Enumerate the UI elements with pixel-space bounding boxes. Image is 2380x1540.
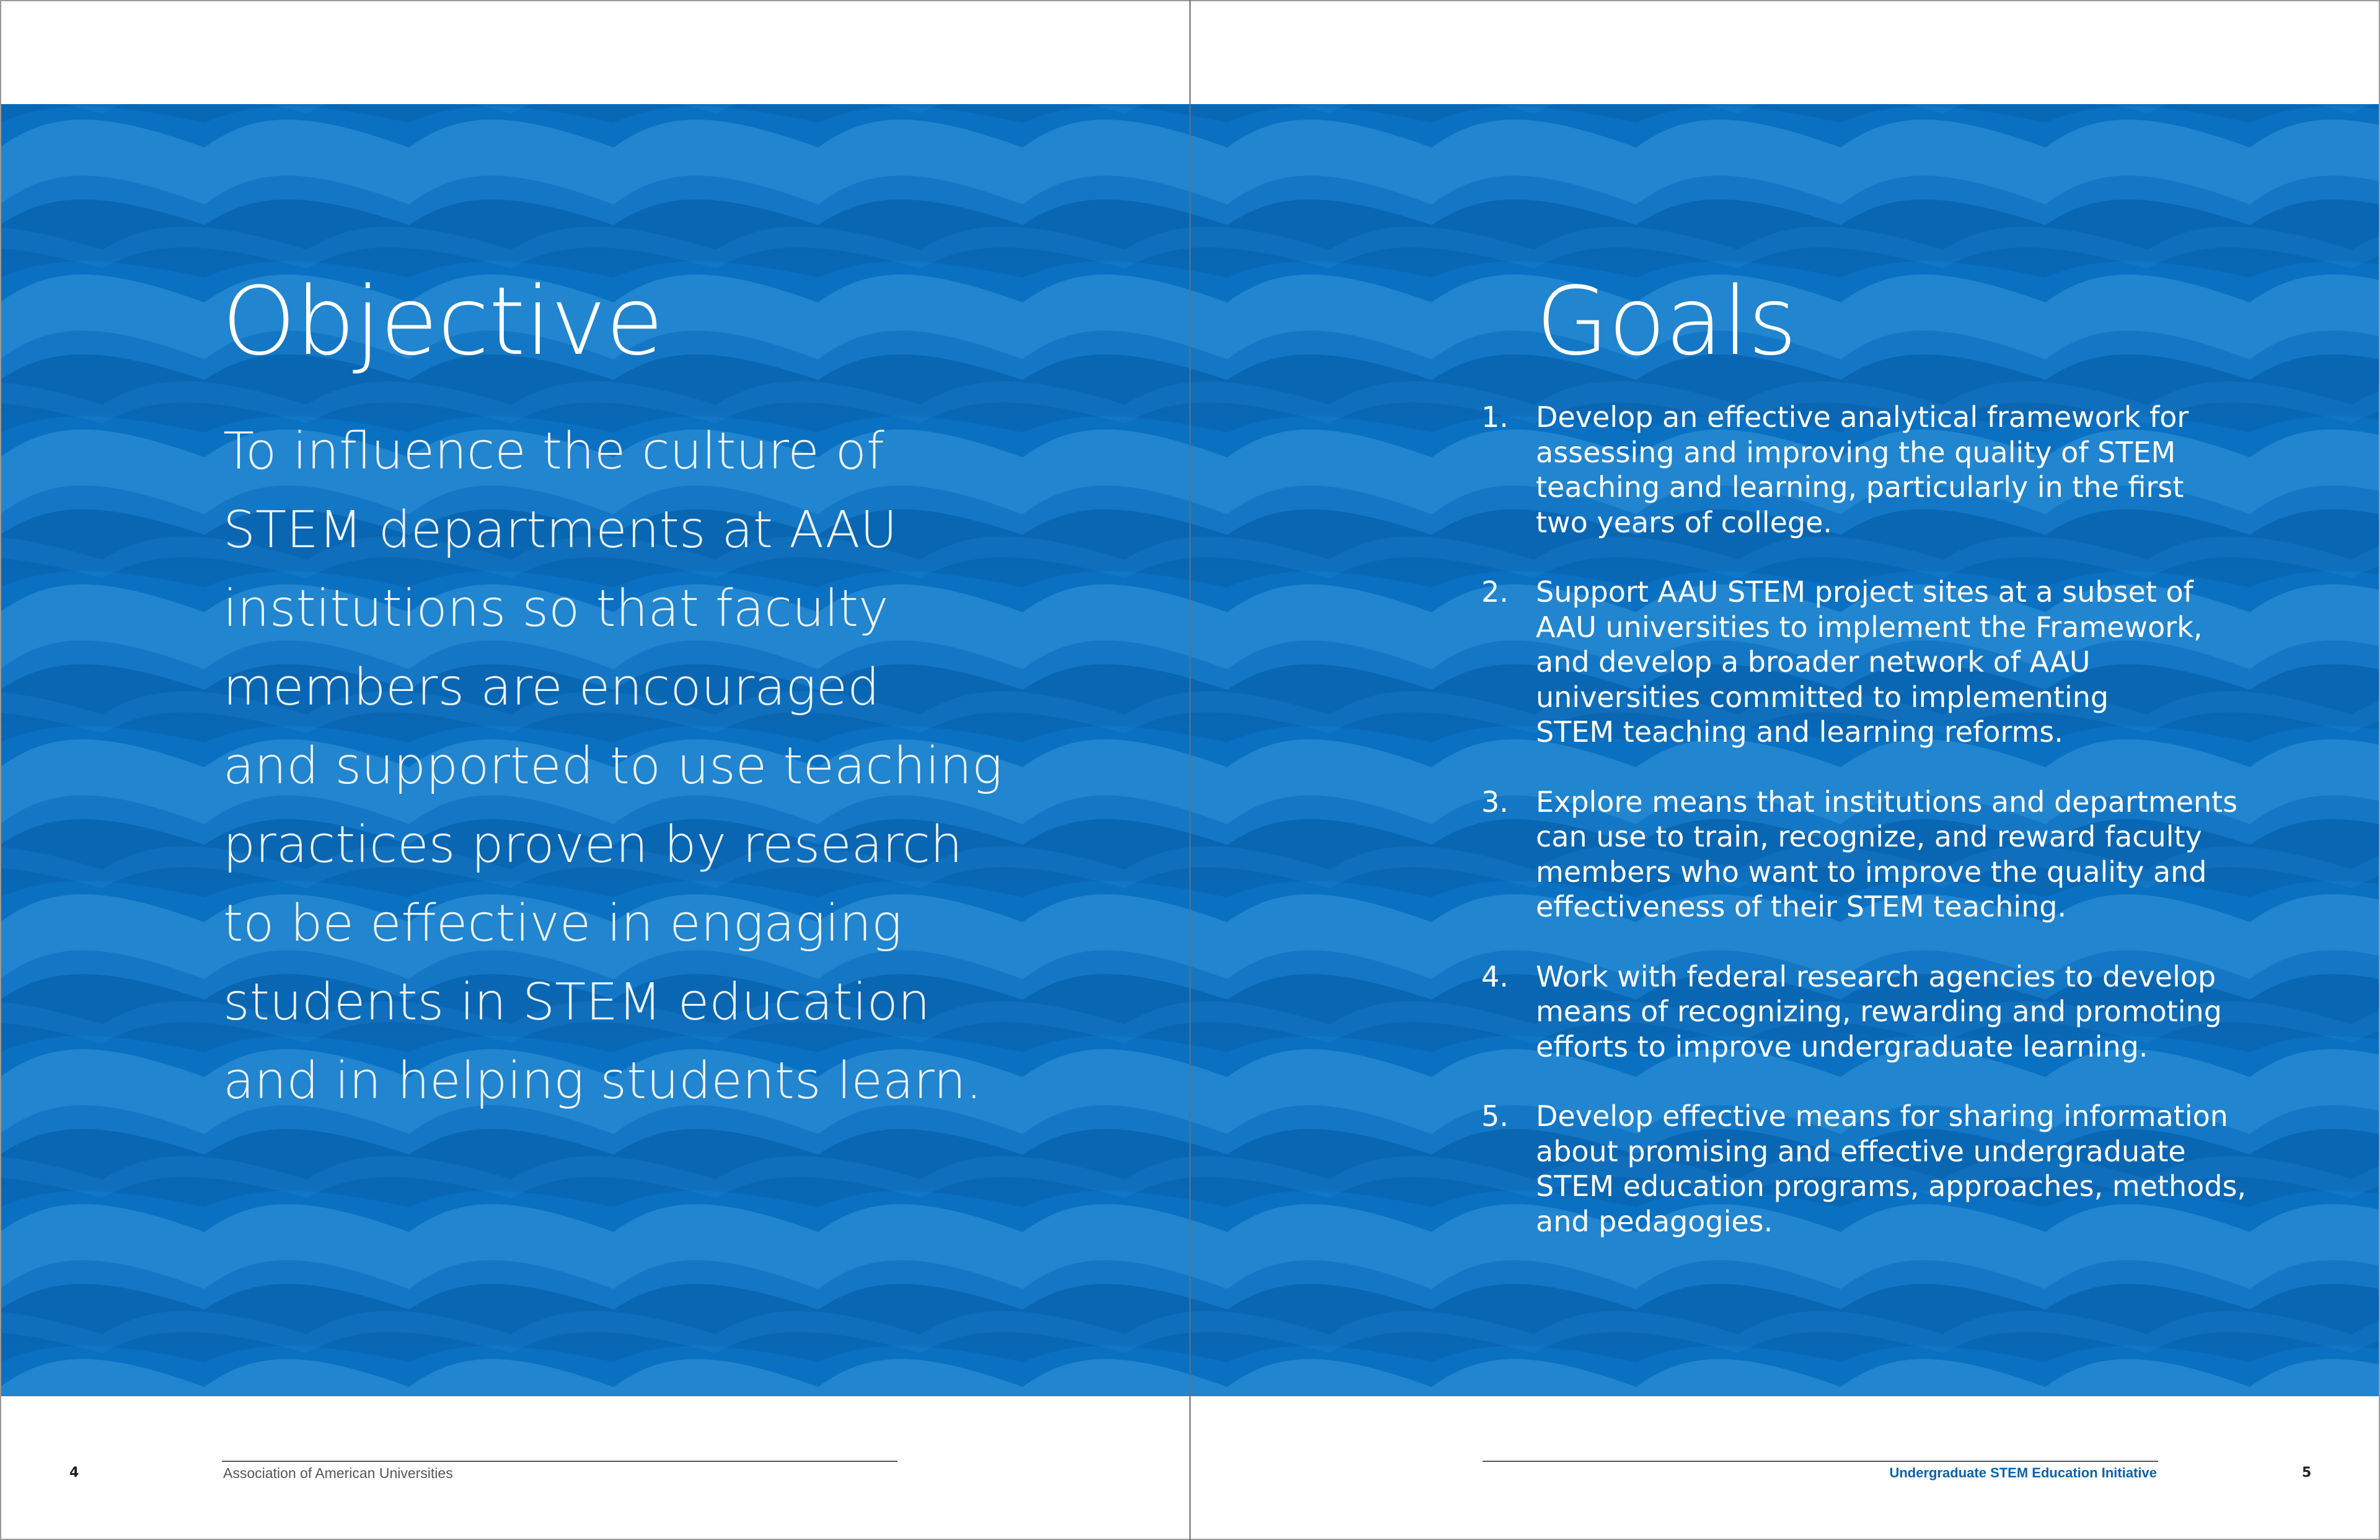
goal-number: 5. [1481, 1099, 1509, 1133]
goal-line: STEM teaching and learning reforms. [1536, 715, 2063, 749]
goal-item [1481, 785, 2238, 925]
goal-text [1536, 785, 2238, 925]
goal-line: and develop a broader network of AAU [1536, 645, 2091, 679]
goal-line: Develop effective means for sharing information [1536, 1099, 2228, 1133]
goal-line: means of recognizing, rewarding and promoting [1536, 995, 2222, 1028]
goal-number: 1. [1481, 400, 1509, 434]
goal-line: AAU universities to implement the Framework, [1536, 610, 2203, 644]
objective-line: students in STEM education [223, 973, 930, 1032]
objective-line: to be effective in engaging [223, 894, 902, 953]
goal-line: Develop an effective analytical framework for [1536, 400, 2189, 434]
goal-line: can use to train, recognize, and reward faculty [1536, 820, 2202, 853]
goal-item [1481, 574, 2225, 750]
objective-line: To influence the culture of [223, 422, 884, 481]
objective-line: institutions so that faculty [223, 579, 889, 638]
goal-line: Explore means that institutions and departments [1536, 785, 2238, 819]
goal-line: members who want to improve the quality and [1536, 855, 2207, 889]
objective-line: STEM departments at AAU [223, 501, 897, 560]
page-edge-left [0, 0, 1, 1540]
goal-line: STEM education programs, approaches, methods, [1536, 1169, 2247, 1203]
page-number-right: 5 [2302, 1465, 2312, 1481]
objective-statement [223, 412, 1016, 1120]
goal-number: 4. [1481, 959, 1509, 993]
goals-list [1481, 400, 2247, 1274]
goal-line: Support AAU STEM project sites at a subset of [1536, 575, 2193, 609]
goal-line: two years of college. [1536, 505, 1833, 539]
objective-heading: Objective [222, 266, 663, 376]
goal-line: universities committed to implementing [1536, 680, 2109, 714]
objective-line: and in helping students learn. [223, 1052, 982, 1111]
goal-line: Work with federal research agencies to develop [1536, 959, 2216, 993]
goals-heading: Goals [1536, 266, 1797, 376]
goal-item [1481, 1099, 2247, 1239]
goal-number: 2. [1481, 575, 1509, 609]
objective-line: members are encouraged [223, 658, 880, 717]
goal-line: about promising and effective undergraduate [1536, 1134, 2186, 1168]
objective-line: and supported to use teaching [223, 737, 1003, 796]
footer-rule-right [1483, 1461, 2158, 1462]
goal-line: and pedagogies. [1536, 1204, 1773, 1238]
goal-line: teaching and learning, particularly in the first [1536, 470, 2184, 504]
footer-initiative-title: Undergraduate STEM Education Initiative [1889, 1465, 2157, 1481]
goal-line: effectiveness of their STEM teaching. [1536, 890, 2067, 923]
footer-publisher: Association of American Universities [223, 1465, 453, 1481]
goal-line: assessing and improving the quality of STEM [1536, 435, 2176, 469]
goal-text [1536, 574, 2225, 750]
page-number-left: 4 [69, 1465, 79, 1481]
footer-rule-left [222, 1461, 897, 1462]
goal-item [1481, 400, 2225, 540]
goal-line: efforts to improve undergraduate learning. [1536, 1029, 2148, 1063]
goal-text [1536, 959, 2225, 1065]
goal-number: 3. [1481, 785, 1509, 819]
goal-text [1536, 400, 2225, 540]
objective-line: practices proven by research [223, 816, 963, 874]
goal-text [1536, 1099, 2247, 1239]
goal-item [1481, 959, 2225, 1065]
page-gutter [1189, 0, 1191, 1540]
